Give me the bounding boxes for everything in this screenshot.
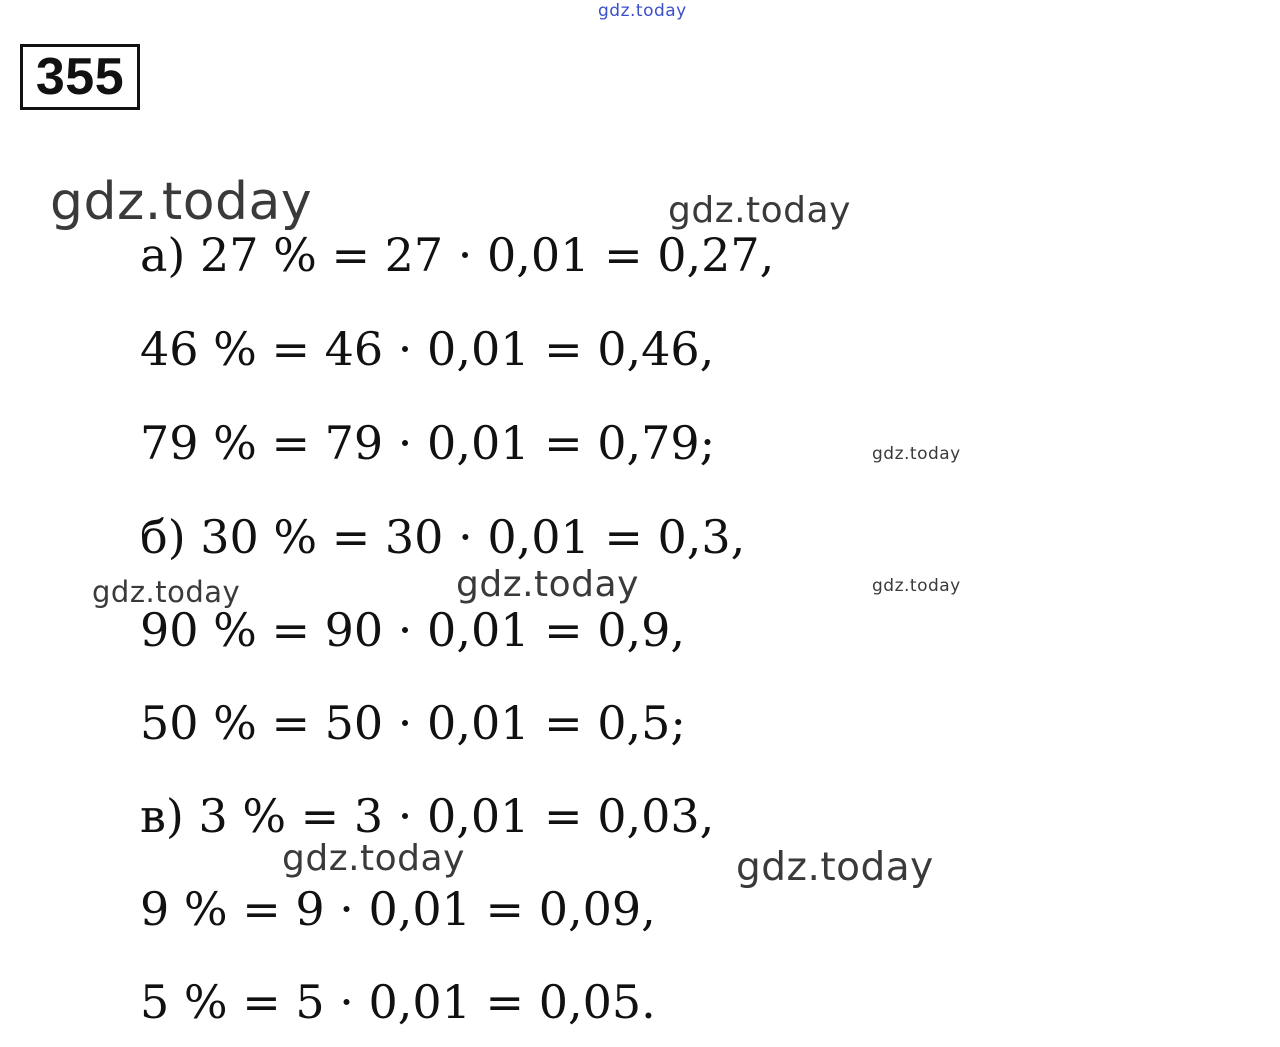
watermark: gdz.today <box>736 845 934 890</box>
watermark: gdz.today <box>872 576 961 596</box>
solution-line-b2: 90 % = 90 · 0,01 = 0,9, <box>140 603 686 657</box>
solution-line-a3: 79 % = 79 · 0,01 = 0,79; <box>140 416 716 470</box>
watermark-top: gdz.today <box>598 1 687 21</box>
watermark-large: gdz.today <box>50 172 313 232</box>
solution-line-c1: в) 3 % = 3 · 0,01 = 0,03, <box>140 789 715 843</box>
watermark: gdz.today <box>456 564 639 605</box>
solution-line-a1: а) 27 % = 27 · 0,01 = 0,27, <box>140 228 775 282</box>
solution-line-c2: 9 % = 9 · 0,01 = 0,09, <box>140 882 656 936</box>
watermark: gdz.today <box>282 838 465 879</box>
solution-line-b3: 50 % = 50 · 0,01 = 0,5; <box>140 696 686 750</box>
solution-line-b1: б) 30 % = 30 · 0,01 = 0,3, <box>140 510 746 564</box>
problem-number: 355 <box>35 48 125 106</box>
watermark: gdz.today <box>92 575 241 609</box>
solution-block <box>140 0 1040 1047</box>
watermark: gdz.today <box>668 190 851 231</box>
solution-line-c3: 5 % = 5 · 0,01 = 0,05. <box>140 975 656 1029</box>
watermark: gdz.today <box>872 444 961 464</box>
problem-number-box <box>20 44 140 110</box>
solution-line-a2: 46 % = 46 · 0,01 = 0,46, <box>140 322 715 376</box>
